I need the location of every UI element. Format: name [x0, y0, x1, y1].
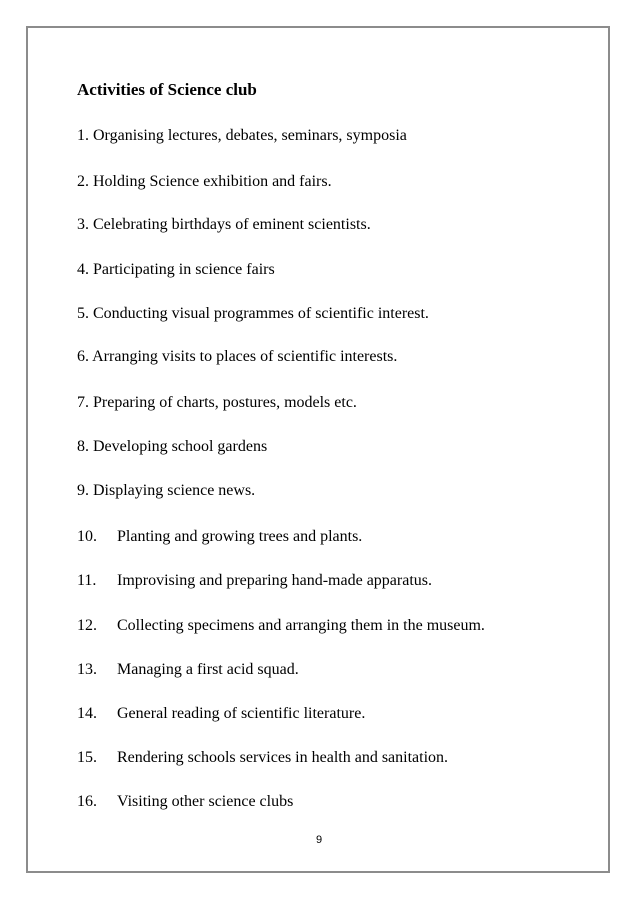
item-text: Conducting visual programmes of scientific interest. [93, 305, 429, 322]
list-item [77, 393, 357, 413]
item-number: 11. [77, 572, 97, 589]
item-number: 3. [77, 216, 89, 233]
list-item [77, 260, 275, 280]
list-item [77, 704, 365, 724]
list-item [77, 571, 432, 591]
item-number: 6. [77, 348, 89, 365]
item-text: Celebrating birthdays of eminent scientists. [93, 216, 371, 233]
item-text: Collecting specimens and arranging them in the museum. [117, 617, 485, 634]
list-item [77, 437, 267, 457]
item-number: 1. [77, 127, 89, 144]
item-number: 14. [77, 705, 97, 722]
list-item [77, 126, 407, 146]
list-item [77, 792, 293, 812]
list-item [77, 616, 485, 636]
item-text: Managing a first acid squad. [117, 661, 299, 678]
item-number: 9. [77, 482, 89, 499]
list-item [77, 172, 332, 192]
item-number: 5. [77, 305, 89, 322]
item-text: Rendering schools services in health and sanitation. [117, 749, 449, 766]
item-text: Planting and growing trees and plants. [117, 528, 363, 545]
section-heading: Activities of Science club [77, 80, 257, 99]
item-number: 7. [77, 394, 89, 411]
item-text: Displaying science news. [93, 482, 256, 499]
item-number: 13. [77, 661, 97, 678]
item-text: Improvising and preparing hand-made apparatus. [117, 572, 433, 589]
item-text: Participating in science fairs [93, 261, 275, 278]
item-number: 15. [77, 749, 97, 766]
item-text: Holding Science exhibition and fairs. [93, 173, 332, 190]
item-text: Organising lectures, debates, seminars, symposia [93, 127, 407, 144]
item-number: 10. [77, 528, 97, 545]
item-number: 2. [77, 173, 89, 190]
item-text: Developing school gardens [93, 438, 268, 455]
item-number: 8. [77, 438, 89, 455]
list-item [77, 748, 448, 768]
item-text: Visiting other science clubs [117, 793, 294, 810]
item-text: General reading of scientific literature. [117, 705, 366, 722]
item-text: Preparing of charts, postures, models etc. [93, 394, 357, 411]
list-item [77, 347, 397, 367]
item-number: 4. [77, 261, 89, 278]
item-number: 12. [77, 617, 97, 634]
list-item [77, 660, 299, 680]
item-text: Arranging visits to places of scientific interests. [92, 348, 398, 365]
item-number: 16. [77, 793, 97, 810]
list-item [77, 527, 362, 547]
list-item [77, 481, 255, 501]
page-number: 9 [315, 834, 323, 846]
list-item [77, 304, 429, 324]
list-item [77, 215, 371, 235]
